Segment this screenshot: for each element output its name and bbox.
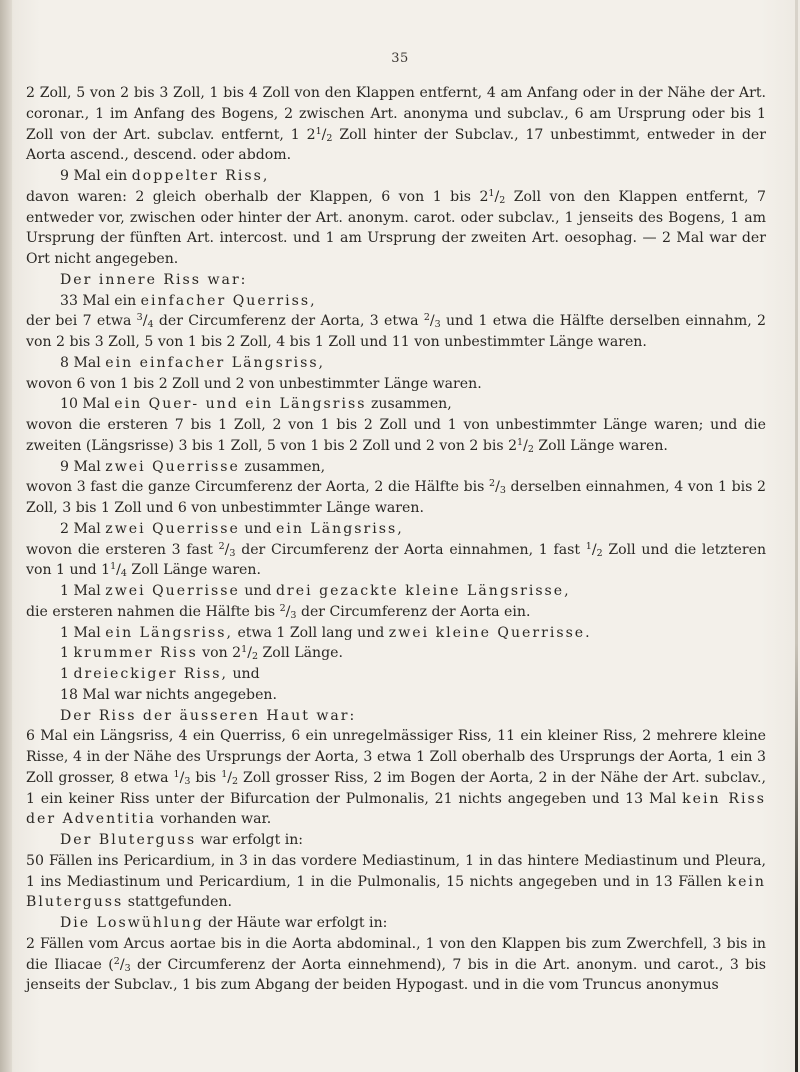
text-run: 9 Mal — [60, 458, 106, 475]
entry-heading — [26, 643, 766, 664]
text-run: 8 Mal — [60, 354, 106, 371]
spaced-emphasis: kein Bluterguss — [26, 873, 766, 911]
paragraph — [26, 374, 766, 395]
fraction-digit: 3 — [434, 319, 441, 331]
entry-heading — [26, 270, 766, 291]
text-run: wovon 3 fast die ganze Circumferenz der Aorta, 2 die Hälfte bis — [26, 479, 490, 496]
text-run: / — [494, 188, 500, 205]
text-run: 1 — [60, 645, 74, 662]
fraction-digit: 1 — [488, 187, 495, 199]
spaced-emphasis: zwei kleine Querrisse. — [388, 624, 592, 641]
spaced-emphasis: ein Längsriss, — [105, 624, 233, 641]
entry-heading — [26, 913, 766, 934]
text-run: die ersteren nahmen die Hälfte bis — [26, 603, 280, 620]
text-run: stattgefunden. — [123, 894, 233, 911]
fraction-digit: 1 — [110, 561, 117, 573]
entry-heading — [26, 457, 766, 478]
text-run: 2 Fällen vom Arcus aortae bis in die Aorta abdominal., 1 von den Klappen bis zum Zwerchfell, 3 bis in die Iliacae ( — [26, 935, 766, 973]
fraction-digit: 2 — [499, 194, 506, 206]
spaced-emphasis: zwei Querrisse — [105, 520, 240, 537]
paragraph — [26, 540, 766, 582]
text-run: 50 Fällen ins Pericardium, in 3 in das vordere Mediastinum, 1 in das hintere Mediastinum und Pleura, 1 ins Mediastinum und Pericardium, 1 in die Pulmonalis, 15 nichts angegeben und in 13 Fällen — [26, 852, 766, 890]
spaced-emphasis: Der Riss der äusseren Haut war: — [60, 707, 357, 724]
paragraph — [26, 934, 766, 996]
text-run: und — [239, 583, 276, 599]
spaced-emphasis: dreieckiger Riss, — [73, 666, 228, 682]
spaced-emphasis: drei gezackte kleine Längsrisse, — [276, 583, 571, 599]
text-run: 2 Zoll, 5 von 2 bis 3 Zoll, 1 bis 4 Zoll von den Klappen entfernt, 4 am Anfang oder in der Nähe der Art. coronar., 1 im Anfang des Bogens, 2 zwischen Art. anonyma und subclav., 6 am Ursprung oder bis 1 Zoll von der Art. subclav. entfernt, 1 2 — [26, 85, 766, 143]
fraction-digit: 3 — [499, 485, 506, 497]
fraction-digit: 3 — [124, 962, 131, 974]
entry-heading — [26, 830, 766, 851]
text-run: war erfolgt in: — [196, 832, 304, 848]
text-run: der Häute war erfolgt in: — [203, 915, 388, 931]
entry-heading — [26, 706, 766, 727]
text-run: / — [495, 479, 500, 496]
text-run: der Circumferenz der Aorta einnehmend), 7 bis in die Art. anonym. und carot., 3 bis jenseits der Subclav., 1 bis zum Abgang der beiden Hypogast. und in die vom Truncus anonymus — [26, 956, 766, 994]
fraction-digit: 4 — [147, 319, 154, 331]
text-run: zusammen, — [239, 458, 326, 475]
spaced-emphasis: kein Riss der Adventitia — [26, 790, 767, 828]
text-run: / — [321, 126, 327, 143]
fraction-digit: 1 — [173, 768, 180, 780]
text-run: / — [247, 645, 252, 662]
fraction-digit: 1 — [315, 125, 322, 137]
spaced-emphasis: krummer Riss — [73, 645, 198, 662]
spaced-emphasis: ein Längsriss, — [276, 520, 404, 537]
fraction-digit: 1 — [517, 436, 524, 448]
fraction-digit: 4 — [120, 568, 127, 580]
fraction-digit: 2 — [113, 955, 120, 967]
text-run: Zoll grosser Riss, 2 im Bogen der Aorta, 2 in der Nähe der Art. subclav., 1 ein keiner Riss unter der Bifurcation der Pulmonalis, 21 nichts angegeben und 13 Mal — [26, 769, 766, 807]
fraction-digit: 3 — [290, 609, 297, 621]
fraction-digit: 2 — [251, 651, 258, 663]
text-run: vorhanden war. — [155, 811, 272, 828]
body-text — [26, 83, 766, 996]
text-run: der Circumferenz der Aorta einnahmen, 1 fast — [235, 541, 586, 558]
text-run: / — [227, 769, 232, 786]
paragraph — [26, 477, 766, 519]
spaced-emphasis: ein Quer- und ein Längsriss — [114, 396, 367, 413]
paragraph — [26, 851, 766, 913]
paragraph — [26, 415, 766, 457]
text-run: Zoll Länge. — [257, 645, 343, 662]
entry-heading — [26, 581, 766, 602]
entry-heading — [26, 353, 766, 374]
spaced-emphasis: Die Loswühlung — [60, 915, 204, 931]
spaced-emphasis: doppelter Riss, — [131, 168, 270, 184]
entry-heading — [26, 685, 766, 706]
text-run: / — [429, 313, 435, 330]
spaced-emphasis: einfacher Querriss, — [140, 292, 317, 309]
fraction-digit: 1 — [221, 768, 228, 780]
fraction-digit: 2 — [279, 602, 286, 614]
text-run: Zoll und die letzteren von 1 und 1 — [26, 541, 767, 579]
fraction-digit: 3 — [184, 775, 191, 787]
text-run: / — [179, 769, 185, 786]
text-run: und — [239, 520, 276, 537]
entry-heading — [26, 519, 766, 540]
spaced-emphasis: ein einfacher Längsriss, — [105, 354, 326, 371]
text-run: 9 Mal ein — [60, 168, 132, 184]
fraction-digit: 2 — [231, 775, 239, 787]
text-run: / — [591, 541, 597, 558]
text-run: 2 Mal — [60, 520, 106, 537]
paragraph — [26, 726, 766, 830]
text-run: etwa 1 Zoll lang und — [232, 624, 389, 641]
text-run: / — [224, 541, 230, 558]
text-run: wovon 6 von 1 bis 2 Zoll und 2 von unbestimmter Länge waren. — [26, 375, 482, 392]
text-run: der Circumferenz der Aorta, 3 etwa — [153, 313, 424, 330]
paragraph — [26, 83, 766, 166]
text-run: 18 Mal war nichts angegeben. — [60, 686, 277, 703]
fraction-digit: 2 — [489, 478, 496, 490]
fraction-digit: 3 — [229, 547, 236, 559]
fraction-digit: 2 — [218, 540, 225, 552]
spaced-emphasis: Der innere Riss war: — [60, 271, 248, 288]
text-run: und 1 etwa die Hälfte derselben einnahm, 2 von 2 bis 3 Zoll, 5 von 1 bis 2 Zoll, 4 bis 1 Zoll und 11 von unbestimmter Länge waren. — [26, 313, 766, 350]
entry-heading — [26, 623, 766, 644]
text-run: 1 — [60, 666, 74, 682]
spaced-emphasis: Der Bluterguss — [60, 832, 197, 848]
entry-heading — [26, 166, 766, 187]
text-run: Zoll Länge waren. — [533, 437, 668, 454]
entry-heading — [26, 394, 766, 415]
text-run: / — [285, 603, 291, 620]
spaced-emphasis: zwei Querrisse — [105, 458, 240, 475]
text-run: 33 Mal ein — [60, 292, 141, 309]
page-number: 35 — [391, 51, 409, 66]
fraction-digit: 2 — [527, 443, 534, 455]
paragraph — [26, 187, 766, 270]
text-run: von 2 — [197, 645, 242, 662]
text-run: davon waren: 2 gleich oberhalb der Klappen, 6 von 1 bis 2 — [26, 188, 489, 205]
entry-heading — [26, 291, 766, 312]
text-run: derselben einnahmen, 4 von 1 bis 2 Zoll, 3 bis 1 Zoll und 6 von unbestimmter Länge waren. — [26, 479, 766, 516]
text-run: wovon die ersteren 3 fast — [26, 541, 219, 558]
text-run: / — [116, 562, 121, 579]
text-run: der bei 7 etwa — [26, 313, 137, 330]
paragraph — [26, 602, 766, 623]
fraction-digit: 3 — [136, 312, 143, 324]
fraction-digit: 2 — [326, 132, 333, 144]
fraction-digit: 1 — [241, 644, 248, 656]
fraction-digit: 1 — [585, 540, 592, 552]
text-run: / — [119, 956, 125, 973]
text-run: bis — [190, 769, 222, 786]
text-run: Zoll hinter der Subclav., 17 unbestimmt, entweder in der Aorta ascend., descend. oder abdom. — [26, 126, 766, 164]
text-run: wovon die ersteren 7 bis 1 Zoll, 2 von 1 bis 2 Zoll und 1 von unbestimmter Länge waren; und die zweiten (Längsrisse) 3 bis 1 Zoll, 5 von 1 bis 2 Zoll und 2 von 2 bis 2 — [26, 417, 766, 454]
page-edge — [795, 0, 798, 1072]
text-run: zusammen, — [366, 396, 452, 413]
text-run: 1 Mal — [60, 624, 106, 641]
text-run: Zoll Länge waren. — [126, 562, 261, 579]
text-run: / — [142, 313, 148, 330]
text-run: der Circumferenz der Aorta ein. — [296, 603, 531, 620]
text-run: 10 Mal — [60, 396, 115, 413]
text-run: / — [523, 437, 528, 454]
text-run: 6 Mal ein Längsriss, 4 ein Querriss, 6 ein unregelmässiger Riss, 11 ein kleiner Riss, 2 mehrere kleine Risse, 4 in der Nähe des Ursprungs der Aorta, 3 etwa 1 Zoll oberhalb des Ursprungs der Aorta, 1 ein 3 Zoll grosser, 8 etwa — [26, 728, 766, 786]
fraction-digit: 2 — [423, 312, 430, 324]
text-run: und — [228, 666, 260, 682]
fraction-digit: 2 — [596, 547, 603, 559]
text-run: 1 Mal — [60, 583, 106, 599]
paragraph — [26, 311, 766, 353]
spaced-emphasis: zwei Querrisse — [105, 583, 240, 599]
entry-heading — [26, 664, 766, 685]
binding-gutter — [0, 0, 12, 1072]
text-run: Zoll von den Klappen entfernt, 7 entweder vor, zwischen oder hinter der Art. anonym. carot. oder subclav., 1 jenseits des Bogens, 1 am Ursprung der fünften Art. intercost. und 1 am Ursprung der zweiten Art. oesophag. — 2 Mal war der Ort nicht angegeben. — [26, 188, 766, 267]
